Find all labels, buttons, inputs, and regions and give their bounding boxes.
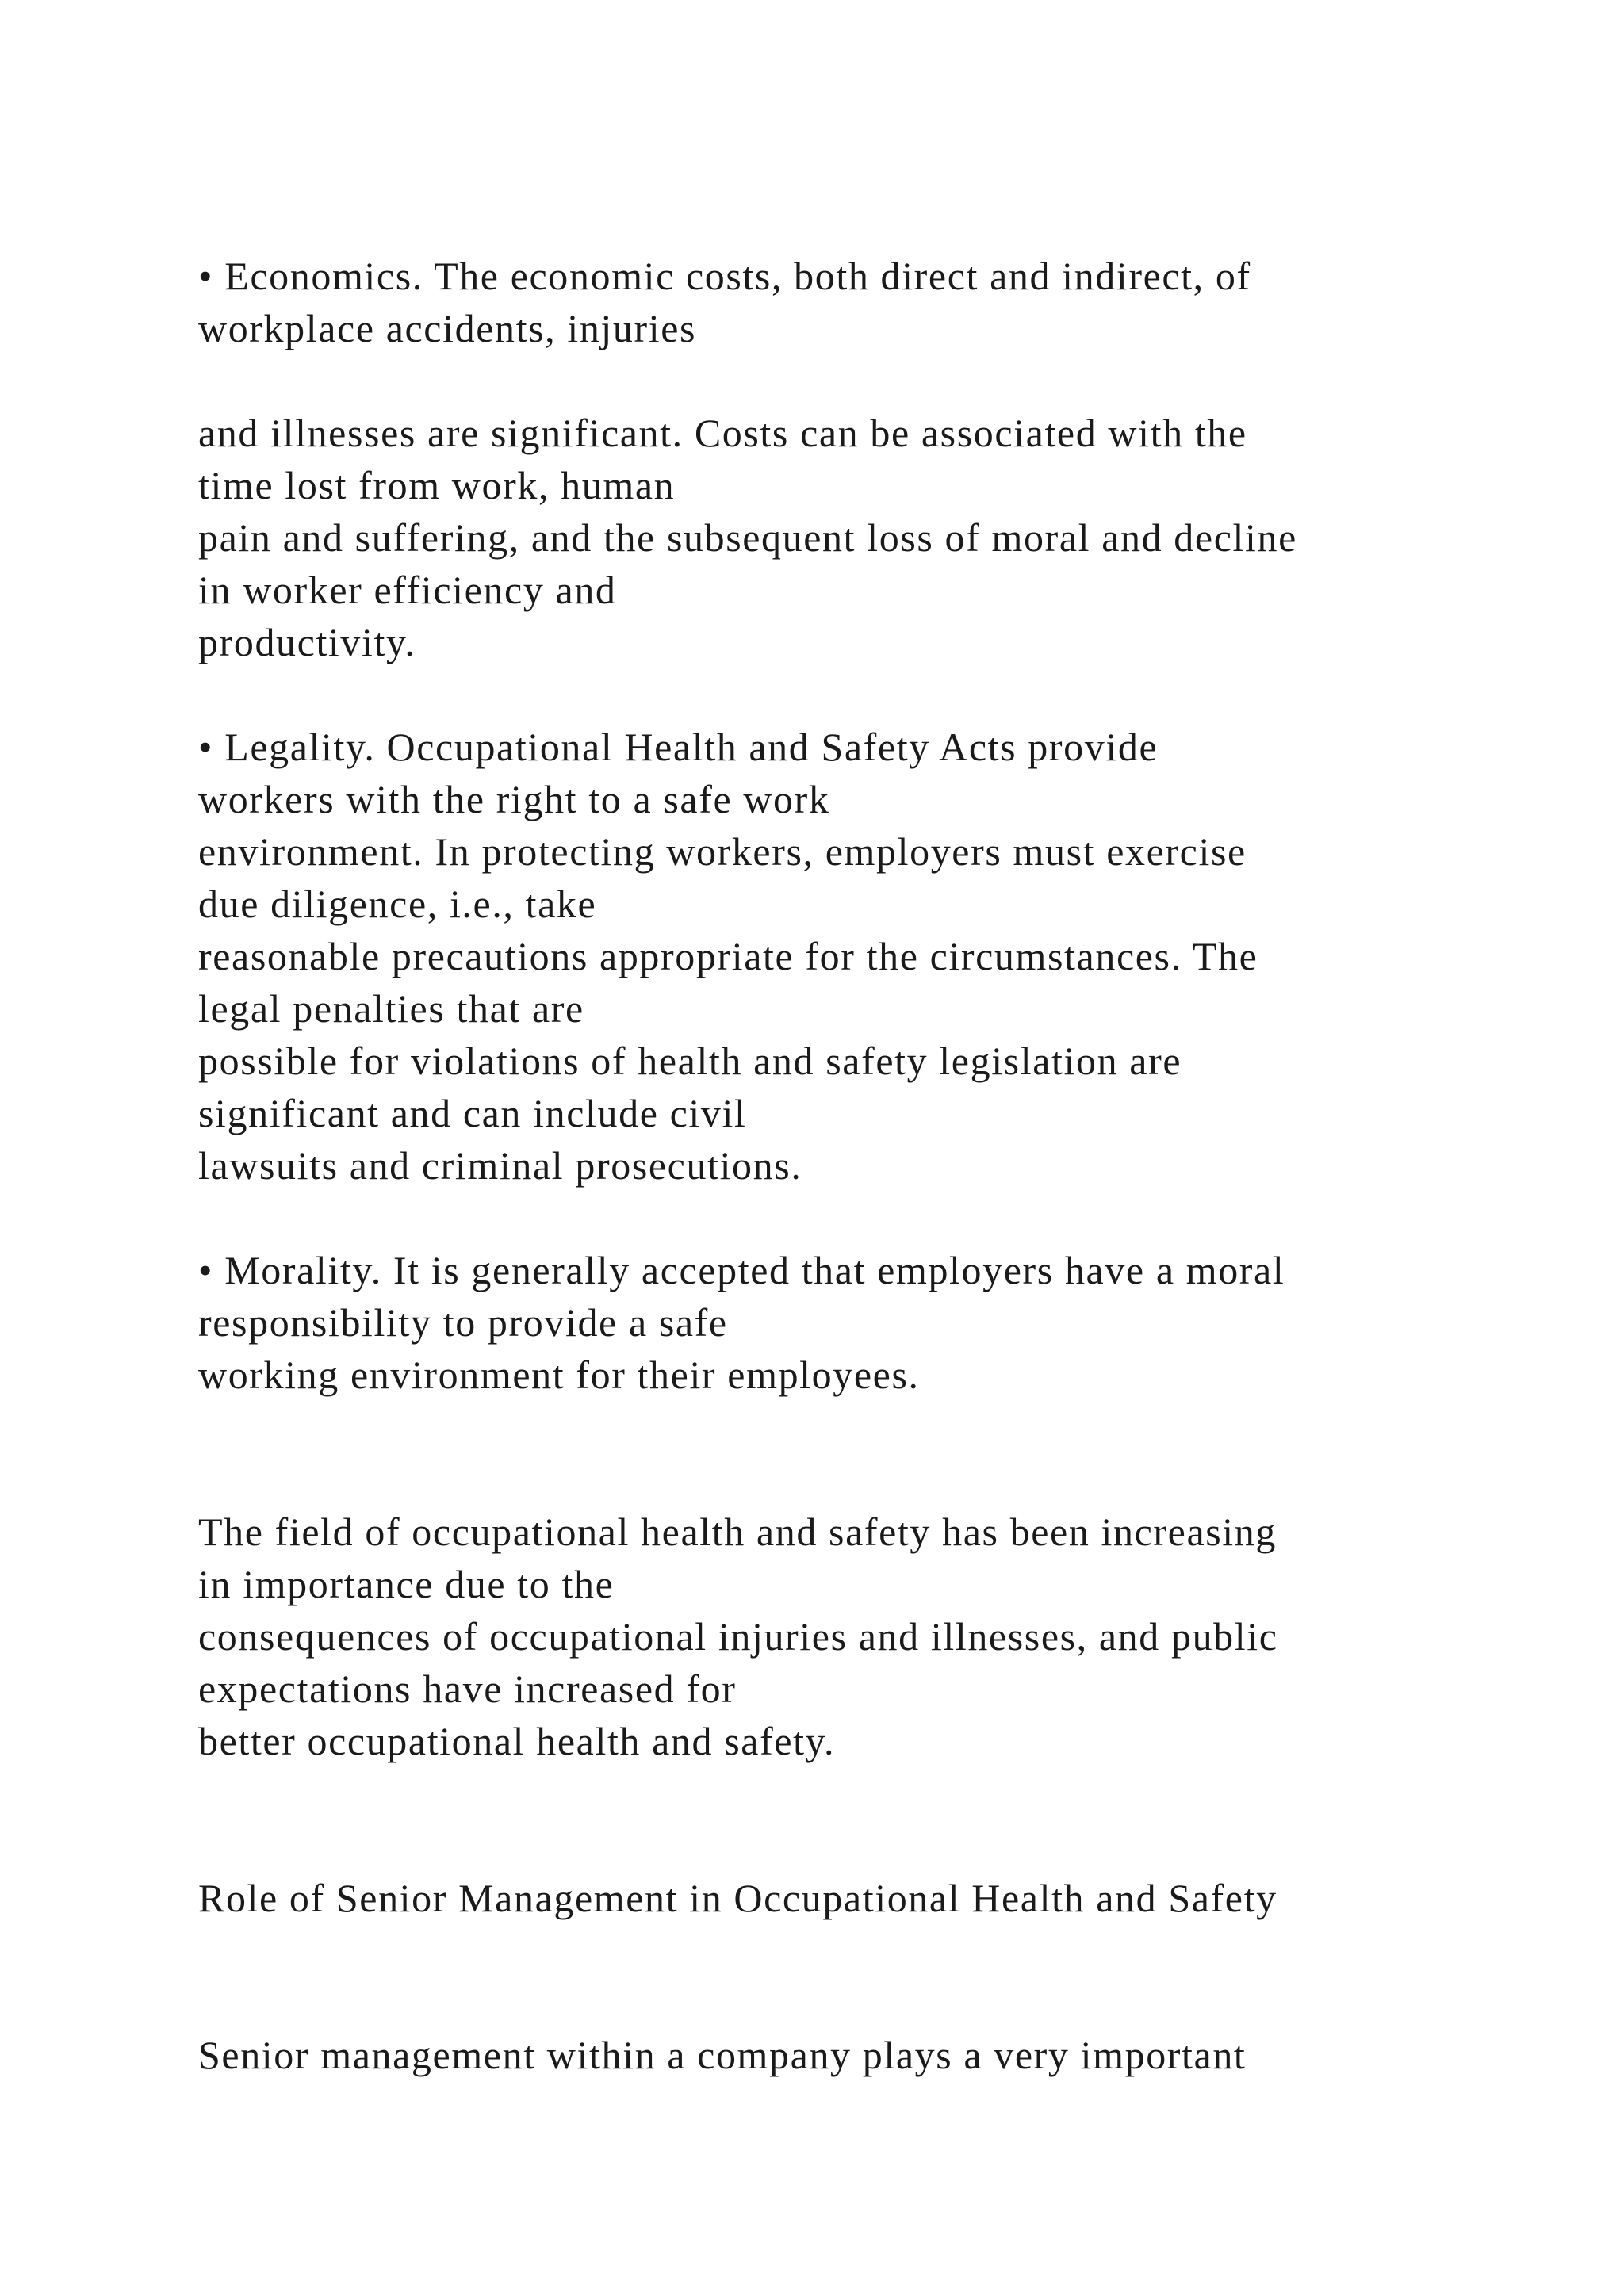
legality-line-6: legal penalties that are	[198, 986, 584, 1031]
field-line-1: The field of occupational health and safety has been increasing	[198, 1510, 1277, 1554]
economics-body-line-2: time lost from work, human	[198, 463, 676, 507]
economics-line-2: workplace accidents, injuries	[198, 306, 697, 350]
field-line-4: expectations have increased for	[198, 1667, 737, 1711]
field-line-2: in importance due to the	[198, 1562, 615, 1606]
section-heading: Role of Senior Management in Occupational Health and Safety	[198, 1876, 1277, 1920]
economics-line-1: • Economics. The economic costs, both direct and indirect, of	[198, 254, 1251, 298]
legality-line-8: significant and can include civil	[198, 1091, 747, 1135]
morality-line-1: • Morality. It is generally accepted that employers have a moral	[198, 1248, 1285, 1292]
senior-management-line-1: Senior management within a company plays a very important	[198, 2033, 1247, 2077]
legality-line-2: workers with the right to a safe work	[198, 777, 830, 821]
morality-line-3: working environment for their employees.	[198, 1353, 920, 1397]
legality-line-7: possible for violations of health and safety legislation are	[198, 1039, 1182, 1083]
legality-line-5: reasonable precautions appropriate for the circumstances. The	[198, 934, 1258, 978]
legality-line-3: environment. In protecting workers, employers must exercise	[198, 829, 1247, 874]
field-line-3: consequences of occupational injuries and illnesses, and public	[198, 1614, 1278, 1659]
economics-body-line-4: in worker efficiency and	[198, 568, 617, 612]
legality-line-4: due diligence, i.e., take	[198, 882, 597, 926]
economics-body-line-5: productivity.	[198, 620, 416, 664]
morality-line-2: responsibility to provide a safe	[198, 1300, 728, 1345]
economics-body-line-1: and illnesses are significant. Costs can be associated with the	[198, 411, 1247, 455]
economics-body-line-3: pain and suffering, and the subsequent loss of moral and decline	[198, 515, 1297, 560]
legality-line-1: • Legality. Occupational Health and Safety Acts provide	[198, 725, 1159, 769]
field-line-5: better occupational health and safety.	[198, 1719, 836, 1763]
legality-line-9: lawsuits and criminal prosecutions.	[198, 1143, 802, 1188]
